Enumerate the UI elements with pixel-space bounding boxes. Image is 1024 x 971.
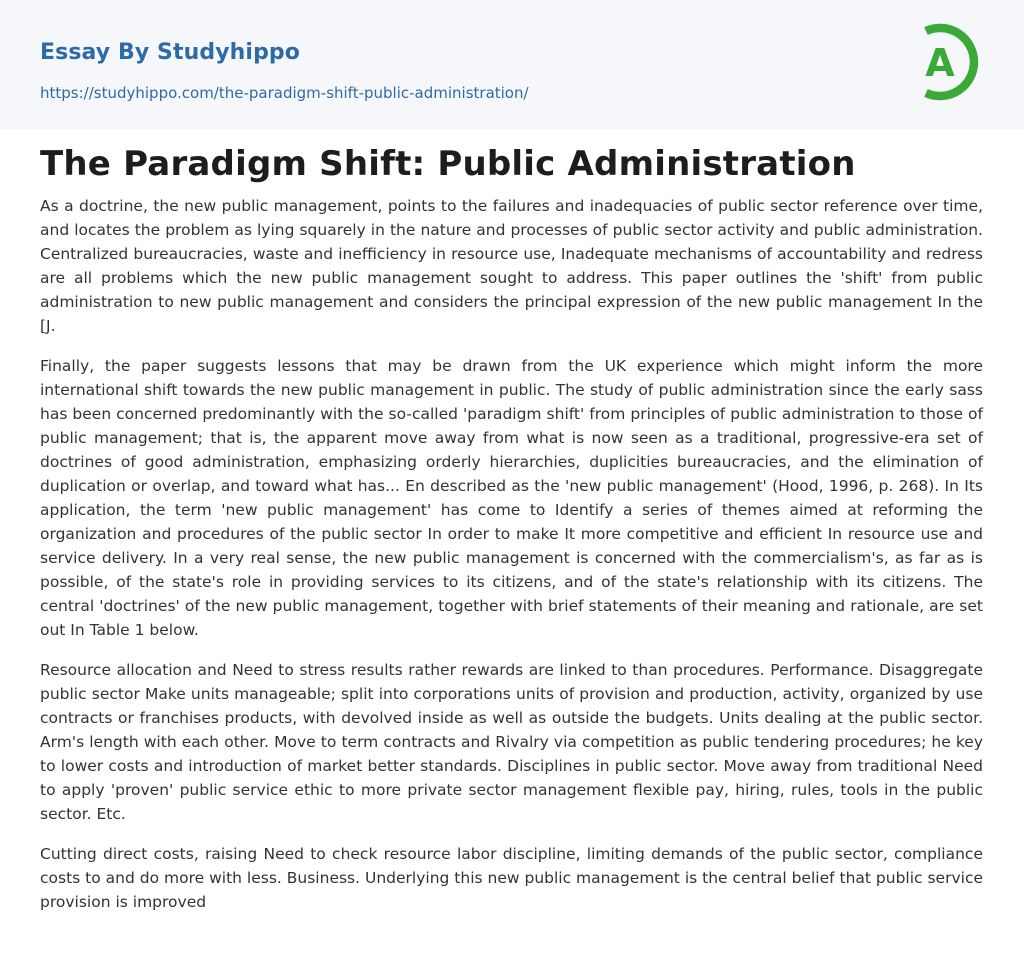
essay-url-link[interactable]: https://studyhippo.com/the-paradigm-shift-public-administration/ [40,84,529,102]
essay-paragraph: As a doctrine, the new public management, points to the failures and inadequacies of public sector reference over time, and locates the problem as lying squarely in the nature and processes of public sector activity and public administration. Centralized bureaucracies, waste and inefficiency in resource use, Inadequate mechanisms of accountability and redress are all problems which the new public management sought to address. This paper outlines the 'shift' from public administration to new public management and considers the principal expression of the new public management In the [J. [40,197,983,335]
studyhippo-logo-icon[interactable] [912,19,986,105]
essay-paragraph: Resource allocation and Need to stress results rather rewards are linked to than procedures. Performance. Disaggregate public sector Make units manageable; split into corporations units of provision and production, activity, organized by use contracts or franchises products, with devolved inside as well as outside the budgets. Units dealing at the public sector. Arm's length with each other. Move to term contracts and Rivalry via competition as public tendering procedures; he key to lower costs and introduction of market better standards. Disciplines in public sector. Move away from traditional Need to apply 'proven' public service ethic to more private sector management flexible pay, hiring, rules, tools in the public sector. Etc. [40,661,983,823]
essay-paragraph: Cutting direct costs, raising Need to check resource labor discipline, limiting demands of the public sector, compliance costs to and do more with less. Business. Underlying this new public management is the central belief that public service provision is improved [40,845,983,911]
brand-title: Essay By Studyhippo [40,40,300,65]
essay-paragraph: Finally, the paper suggests lessons that may be drawn from the UK experience which might inform the more international shift towards the new public management in public. The study of public administration since the early sass has been concerned predominantly with the so-called 'paradigm shift' from principles of public administration to those of public management; that is, the apparent move away from what is now seen as a traditional, progressive-era set of doctrines of good administration, emphasizing orderly hierarchies, duplicities bureaucracies, and the elimination of duplication or overlap, and toward what has... En described as the 'new public management' (Hood, 1996, p. 268). In Its application, the term 'new public management' has come to Identify a series of themes aimed at reforming the organization and procedures of the public sector In order to make It more competitive and efficient In resource use and service delivery. In a very real sense, the new public management is concerned with the commercialism's, as far as is possible, of the state's role in providing services to its citizens, and of the state's relationship with its citizens. The central 'doctrines' of the new public management, together with brief statements of their meaning and rationale, are set out In Table 1 below. [40,357,983,639]
logo-letter: A [925,41,955,85]
site-header [0,0,1024,129]
page-title: The Paradigm Shift: Public Administration [40,144,856,184]
essay-body [40,194,983,930]
